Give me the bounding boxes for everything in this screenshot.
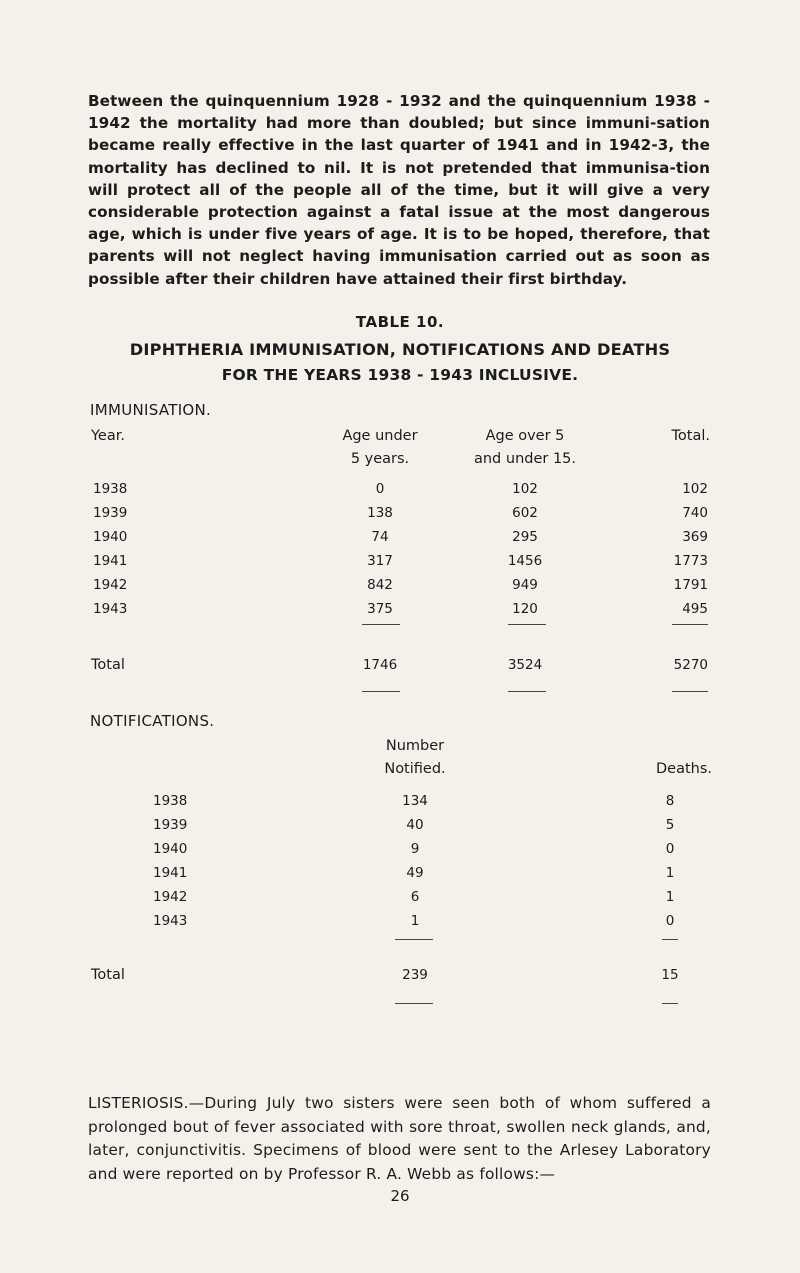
- immunisation-total-total: 5270: [673, 657, 708, 673]
- row-deaths: 8: [665, 793, 675, 809]
- row-notified: 40: [406, 817, 424, 833]
- row-year: 1942: [93, 577, 128, 593]
- col-over5-header-l1: Age over 5: [485, 428, 565, 444]
- col-total-header: Total.: [671, 428, 710, 444]
- row-year: 1940: [93, 529, 128, 545]
- intro-paragraph: [88, 90, 710, 290]
- row-under5: 138: [367, 505, 393, 521]
- divider: [395, 1003, 433, 1004]
- notifications-total-deaths: 15: [661, 967, 679, 983]
- immunisation-total-label: Total: [91, 657, 125, 673]
- row-total: 369: [682, 529, 708, 545]
- row-year: 1939: [153, 817, 188, 833]
- row-year: 1940: [153, 841, 188, 857]
- row-year: 1938: [153, 793, 188, 809]
- table-label: TABLE 10.: [355, 313, 445, 331]
- row-over5: 295: [512, 529, 538, 545]
- row-over5: 949: [512, 577, 538, 593]
- divider: [662, 1003, 678, 1004]
- row-total: 102: [682, 481, 708, 497]
- row-total: 495: [682, 601, 708, 617]
- notifications-total-label: Total: [91, 967, 125, 983]
- row-year: 1938: [93, 481, 128, 497]
- divider: [508, 624, 546, 625]
- row-total: 1773: [673, 553, 708, 569]
- row-under5: 0: [375, 481, 385, 497]
- divider: [362, 691, 400, 692]
- row-year: 1941: [93, 553, 128, 569]
- row-deaths: 1: [665, 865, 675, 881]
- divider: [508, 691, 546, 692]
- row-deaths: 5: [665, 817, 675, 833]
- row-notified: 134: [402, 793, 428, 809]
- row-notified: 1: [410, 913, 420, 929]
- notifications-total-notified: 239: [402, 967, 428, 983]
- row-deaths: 1: [665, 889, 675, 905]
- row-under5: 74: [371, 529, 389, 545]
- notifications-heading: NOTIFICATIONS.: [90, 712, 215, 730]
- row-notified: 49: [406, 865, 424, 881]
- divider: [395, 939, 433, 940]
- col-number-header-l2: Notified.: [384, 761, 446, 777]
- immunisation-heading: IMMUNISATION.: [90, 401, 212, 419]
- row-notified: 6: [410, 889, 420, 905]
- row-year: 1941: [153, 865, 188, 881]
- immunisation-total-under5: 1746: [362, 657, 398, 673]
- row-deaths: 0: [665, 913, 675, 929]
- row-year: 1939: [93, 505, 128, 521]
- row-year: 1943: [153, 913, 188, 929]
- page-number: 26: [390, 1187, 410, 1205]
- row-deaths: 0: [665, 841, 675, 857]
- table-title-line2: FOR THE YEARS 1938 - 1943 INCLUSIVE.: [221, 366, 579, 384]
- divider: [672, 691, 708, 692]
- row-under5: 375: [367, 601, 393, 617]
- row-over5: 120: [512, 601, 538, 617]
- row-over5: 1456: [507, 553, 543, 569]
- row-over5: 102: [512, 481, 538, 497]
- row-notified: 9: [410, 841, 420, 857]
- col-under5-header-l1: Age under: [342, 428, 418, 444]
- row-total: 1791: [673, 577, 708, 593]
- row-under5: 317: [367, 553, 393, 569]
- col-deaths-header: Deaths.: [655, 761, 712, 777]
- immunisation-total-over5: 3524: [507, 657, 543, 673]
- row-year: 1943: [93, 601, 128, 617]
- row-year: 1942: [153, 889, 188, 905]
- col-under5-header-l2: 5 years.: [350, 451, 410, 467]
- divider: [362, 624, 400, 625]
- intro-text: Between the quinquennium 1928 - 1932 and the quinquennium 1938 - 1942 the mortality had more than doubled; but since immuni-sation became really effective in the last quarter of 1941 and in 1942-3, the mortality has declined to nil. It is not pretended that immunisa-tion will protect all of the people all of the time, but it will give a very considerable protection against a fatal issue at the most dangerous age, which is under five years of age. It is to be hoped, therefore, that parents will not neglect having immunisation carried out as soon as possible after their children have attained their first birthday.: [88, 92, 710, 288]
- row-over5: 602: [512, 505, 538, 521]
- col-number-header-l1: Number: [385, 738, 445, 754]
- row-total: 740: [682, 505, 708, 521]
- col-year-header: Year.: [91, 428, 125, 444]
- col-over5-header-l2: and under 15.: [473, 451, 577, 467]
- divider: [672, 624, 708, 625]
- divider: [662, 939, 678, 940]
- table-title-line1: DIPHTHERIA IMMUNISATION, NOTIFICATIONS AND DEATHS: [129, 340, 671, 359]
- row-under5: 842: [367, 577, 393, 593]
- listeriosis-paragraph: LISTERIOSIS.—During July two sisters were seen both of whom suffered a prolonged bout of fever associated with sore throat, swollen neck glands, and, later, conjunctivitis. Specimens of blood were sent to the Arlesey Laboratory and were reported on by Professor R. A. Webb as follows:—: [88, 1094, 711, 1183]
